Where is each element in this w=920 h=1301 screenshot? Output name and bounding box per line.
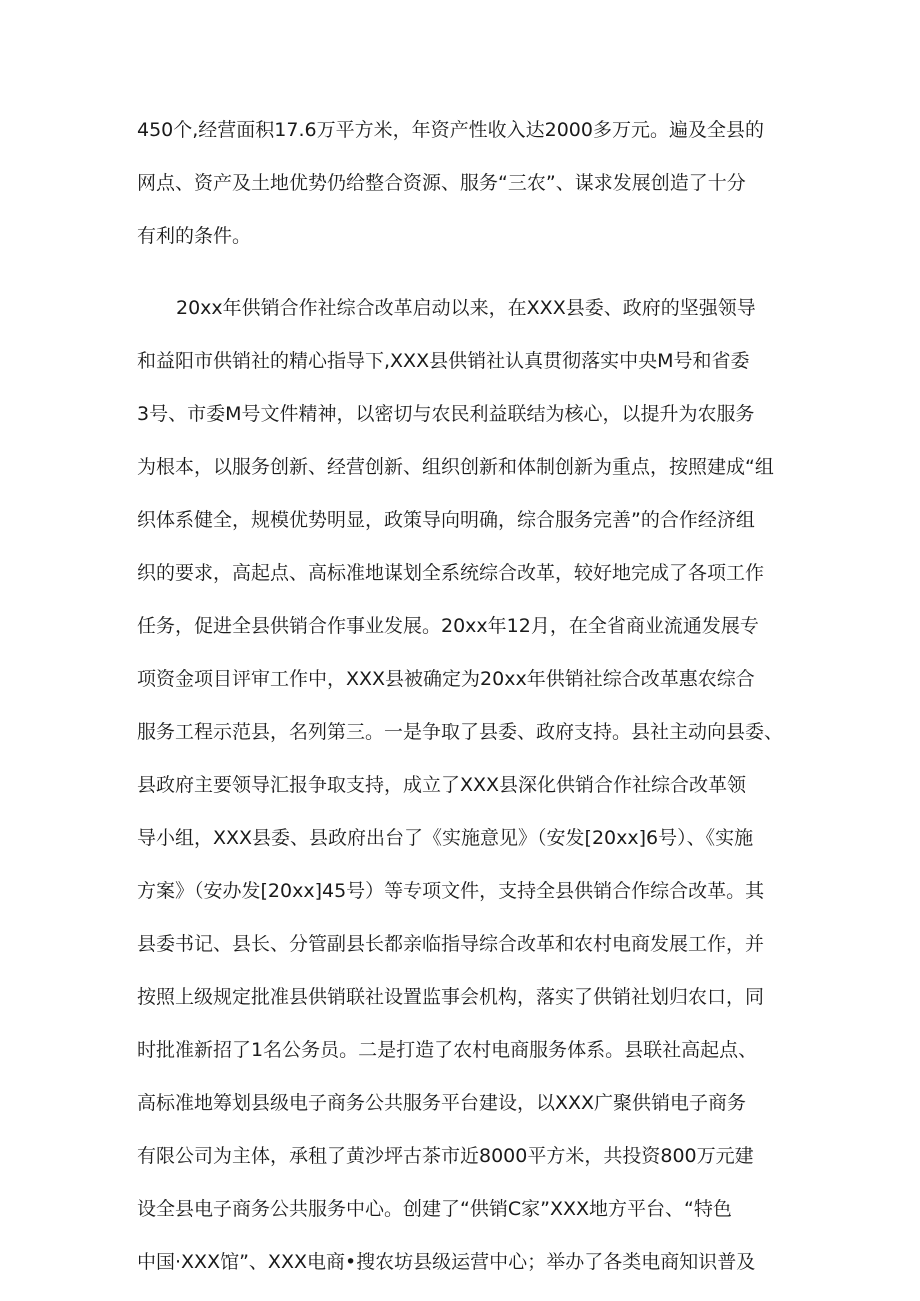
text-line: 县政府主要领导汇报争取支持，成立了XXX县深化供销合作社综合改革领 [137, 774, 747, 796]
text-line: 服务工程示范县，名列第三。一是争取了县委、政府支持。县社主动向县委、 [137, 721, 784, 743]
text-line: 时批准新招了1名公务员。二是打造了农村电商服务体系。县联社高起点、 [137, 1039, 758, 1061]
text-line: 为根本，以服务创新、经营创新、组织创新和体制创新为重点，按照建成“组 [137, 456, 774, 478]
text-line: 设全县电子商务公共服务中心。创建了“供销C家”XXX地方平台、“特色 [137, 1198, 732, 1220]
text-line: 有利的条件。 [137, 225, 252, 247]
text-line: 导小组，XXX县委、县政府出台了《实施意见》（安发[20xx]6号）、《实施 [137, 827, 754, 849]
text-line: 县委书记、县长、分管副县长都亲临指导综合改革和农村电商发展工作，并 [137, 933, 765, 955]
text-line: 20xx年供销合作社综合改革启动以来，在XXX县委、政府的坚强领导 [176, 297, 756, 319]
text-line: 项资金项目评审工作中，XXX县被确定为20xx年供销社综合改革惠农综合 [137, 668, 755, 690]
text-line: 任务，促进全县供销合作事业发展。20xx年12月，在全省商业流通发展专 [137, 615, 759, 637]
text-line: 有限公司为主体，承租了黄沙坪古茶市近8000平方米，共投资800万元建 [137, 1145, 754, 1167]
text-line: 织体系健全，规模优势明显，政策导向明确，综合服务完善”的合作经济组 [137, 509, 755, 531]
text-line: 中国·XXX馆”、XXX电商•搜农坊县级运营中心；举办了各类电商知识普及 [137, 1251, 756, 1273]
text-line: 方案》（安办发[20xx]45号）等专项文件，支持全县供销合作综合改革。其 [137, 880, 765, 902]
text-line: 高标准地筹划县级电子商务公共服务平台建设，以XXX广聚供销电子商务 [137, 1092, 747, 1114]
text-line: 按照上级规定批准县供销联社设置监事会机构，落实了供销社划归农口，同 [137, 986, 765, 1008]
text-line: 织的要求，高起点、高标准地谋划全系统综合改革，较好地完成了各项工作 [137, 562, 765, 584]
text-line: 450个,经营面积17.6万平方米，年资产性收入达2000多万元。遍及全县的 [137, 119, 764, 141]
text-line: 网点、资产及土地优势仍给整合资源、服务“三农”、谋求发展创造了十分 [137, 172, 746, 194]
text-line: 3号、市委M号文件精神，以密切与农民利益联结为核心，以提升为农服务 [137, 403, 755, 425]
text-line: 和益阳市供销社的精心指导下,XXX县供销社认真贯彻落实中央M号和省委 [137, 350, 750, 372]
